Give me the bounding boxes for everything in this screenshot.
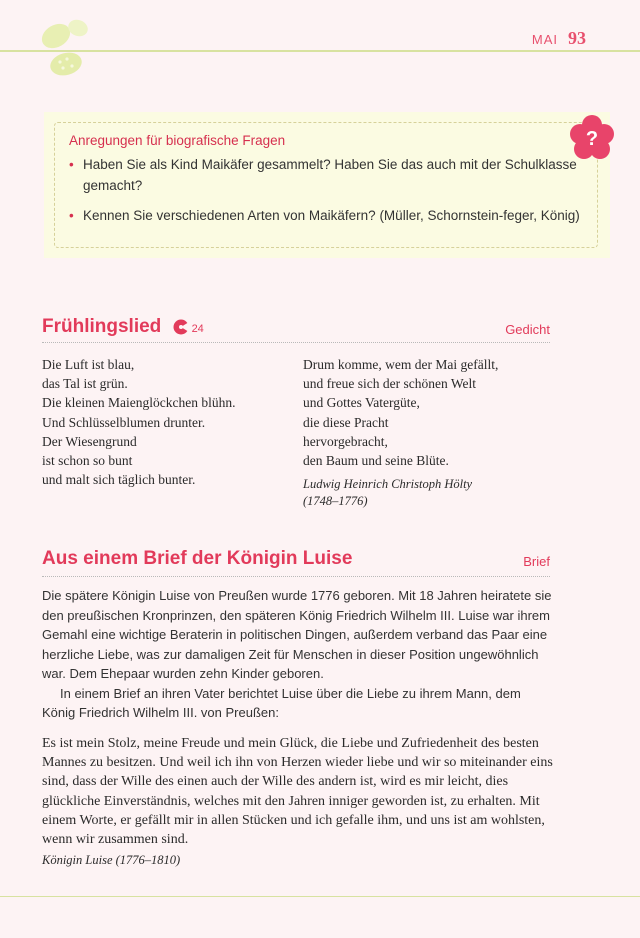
- question-flower-icon: [568, 114, 616, 162]
- poem-line: Der Wiesengrund: [42, 433, 137, 449]
- questions-list: [69, 154, 583, 226]
- second-paragraph: In einem Brief an ihren Vater berichtet Luise über die Liebe zu ihrem Mann, dem König Friedrich Wilhelm III. von Preußen:: [42, 685, 521, 720]
- poem-line: ist schon so bunt: [42, 453, 133, 469]
- easter-eggs-icon: [36, 8, 106, 78]
- poem-title-rule: [42, 342, 550, 343]
- poem-line: Die kleinen Maienglöckchen blühn.: [42, 395, 236, 411]
- poem-line: und malt sich täglich bunter.: [42, 472, 196, 488]
- poem-line: die diese Pracht: [303, 414, 389, 430]
- question-item: • Kennen Sie verschiedenen Arten von Maikäfern? (Müller, Schornstein-feger, König): [69, 205, 583, 226]
- track-number: 24: [191, 323, 204, 335]
- poem-line: Und Schlüsselblumen drunter.: [42, 414, 206, 430]
- poem-line: den Baum und seine Blüte.: [303, 453, 449, 469]
- poem-line: und Gottes Vatergüte,: [303, 395, 420, 411]
- poem-author: [303, 476, 498, 510]
- intro-paragraph: Die spätere Königin Luise von Preußen wurde 1776 geboren. Mit 18 Jahren heiratete sie den preußischen Kronprinzen, den späteren König Friedrich Wilhelm III. Luise war ihrem Gemahl eine wichtige Beraterin in politischen Dingen, außerdem verband das Paar eine herzliche Liebe, was zur damaligen Zeit für Menschen in dieser Position ungewöhnlich war. Dem Ehepaar wurden zehn Kinder geboren.: [42, 588, 552, 681]
- poem-line: das Tal ist grün.: [42, 376, 128, 392]
- poem-stanza-right: [303, 355, 498, 510]
- poem-line: hervorgebracht,: [303, 433, 388, 449]
- poem-title-text: Frühlingslied: [42, 316, 162, 337]
- svg-text:?: ?: [585, 128, 599, 150]
- page-number: 93: [568, 28, 586, 48]
- poem-author-dates: (1748–1776): [303, 494, 368, 509]
- poem-author-name: Ludwig Heinrich Christoph Hölty: [303, 477, 473, 492]
- letter-signature: Königin Luise (1776–1810): [42, 853, 181, 868]
- poem-stanza-left: [42, 355, 235, 489]
- poem-line: Die Luft ist blau,: [42, 357, 135, 372]
- letter-quote: [42, 734, 554, 870]
- poem-line: und freue sich der schönen Welt: [303, 376, 476, 392]
- letter-title-rule: [42, 576, 550, 577]
- poem-line: Drum komme, wem der Mai gefällt,: [303, 357, 499, 372]
- poem-title: [42, 316, 204, 338]
- letter-text: Es ist mein Stolz, meine Freude und mein Glück, die Liebe und Zufriedenheit des besten Mannes zu besitzen. Und weil ich ihn von Herzen wieder liebe und wir so miteinander eins sind, dass der Wille des einen auch der Wille des andern ist, wird es mir leicht, dies glückliche Einverständnis, welches mit den Jahren inniger geworden ist, zu erhalten. Mit einem Worte, er gefällt mir in allen Stücken und ich gefalle ihm, und uns ist am wohlsten, wenn wir zusammen sind.: [42, 736, 553, 848]
- letter-introduction: [42, 586, 552, 723]
- letter-title: Aus einem Brief der Königin Luise: [42, 548, 353, 569]
- cd-track-icon: [173, 319, 189, 335]
- letter-type-label: Brief: [523, 554, 550, 569]
- month-label: MAI: [531, 32, 558, 47]
- question-item: • Haben Sie als Kind Maikäfer gesammelt? Haben Sie das auch mit der Schulklasse gemacht?: [69, 154, 583, 196]
- questions-box-title: Anregungen für biografische Fragen: [69, 133, 286, 148]
- biographical-questions-box: [44, 112, 610, 258]
- footer-rule: [0, 896, 640, 897]
- page-header: [532, 28, 586, 49]
- poem-type-label: Gedicht: [505, 322, 550, 337]
- questions-box-border: [54, 122, 598, 248]
